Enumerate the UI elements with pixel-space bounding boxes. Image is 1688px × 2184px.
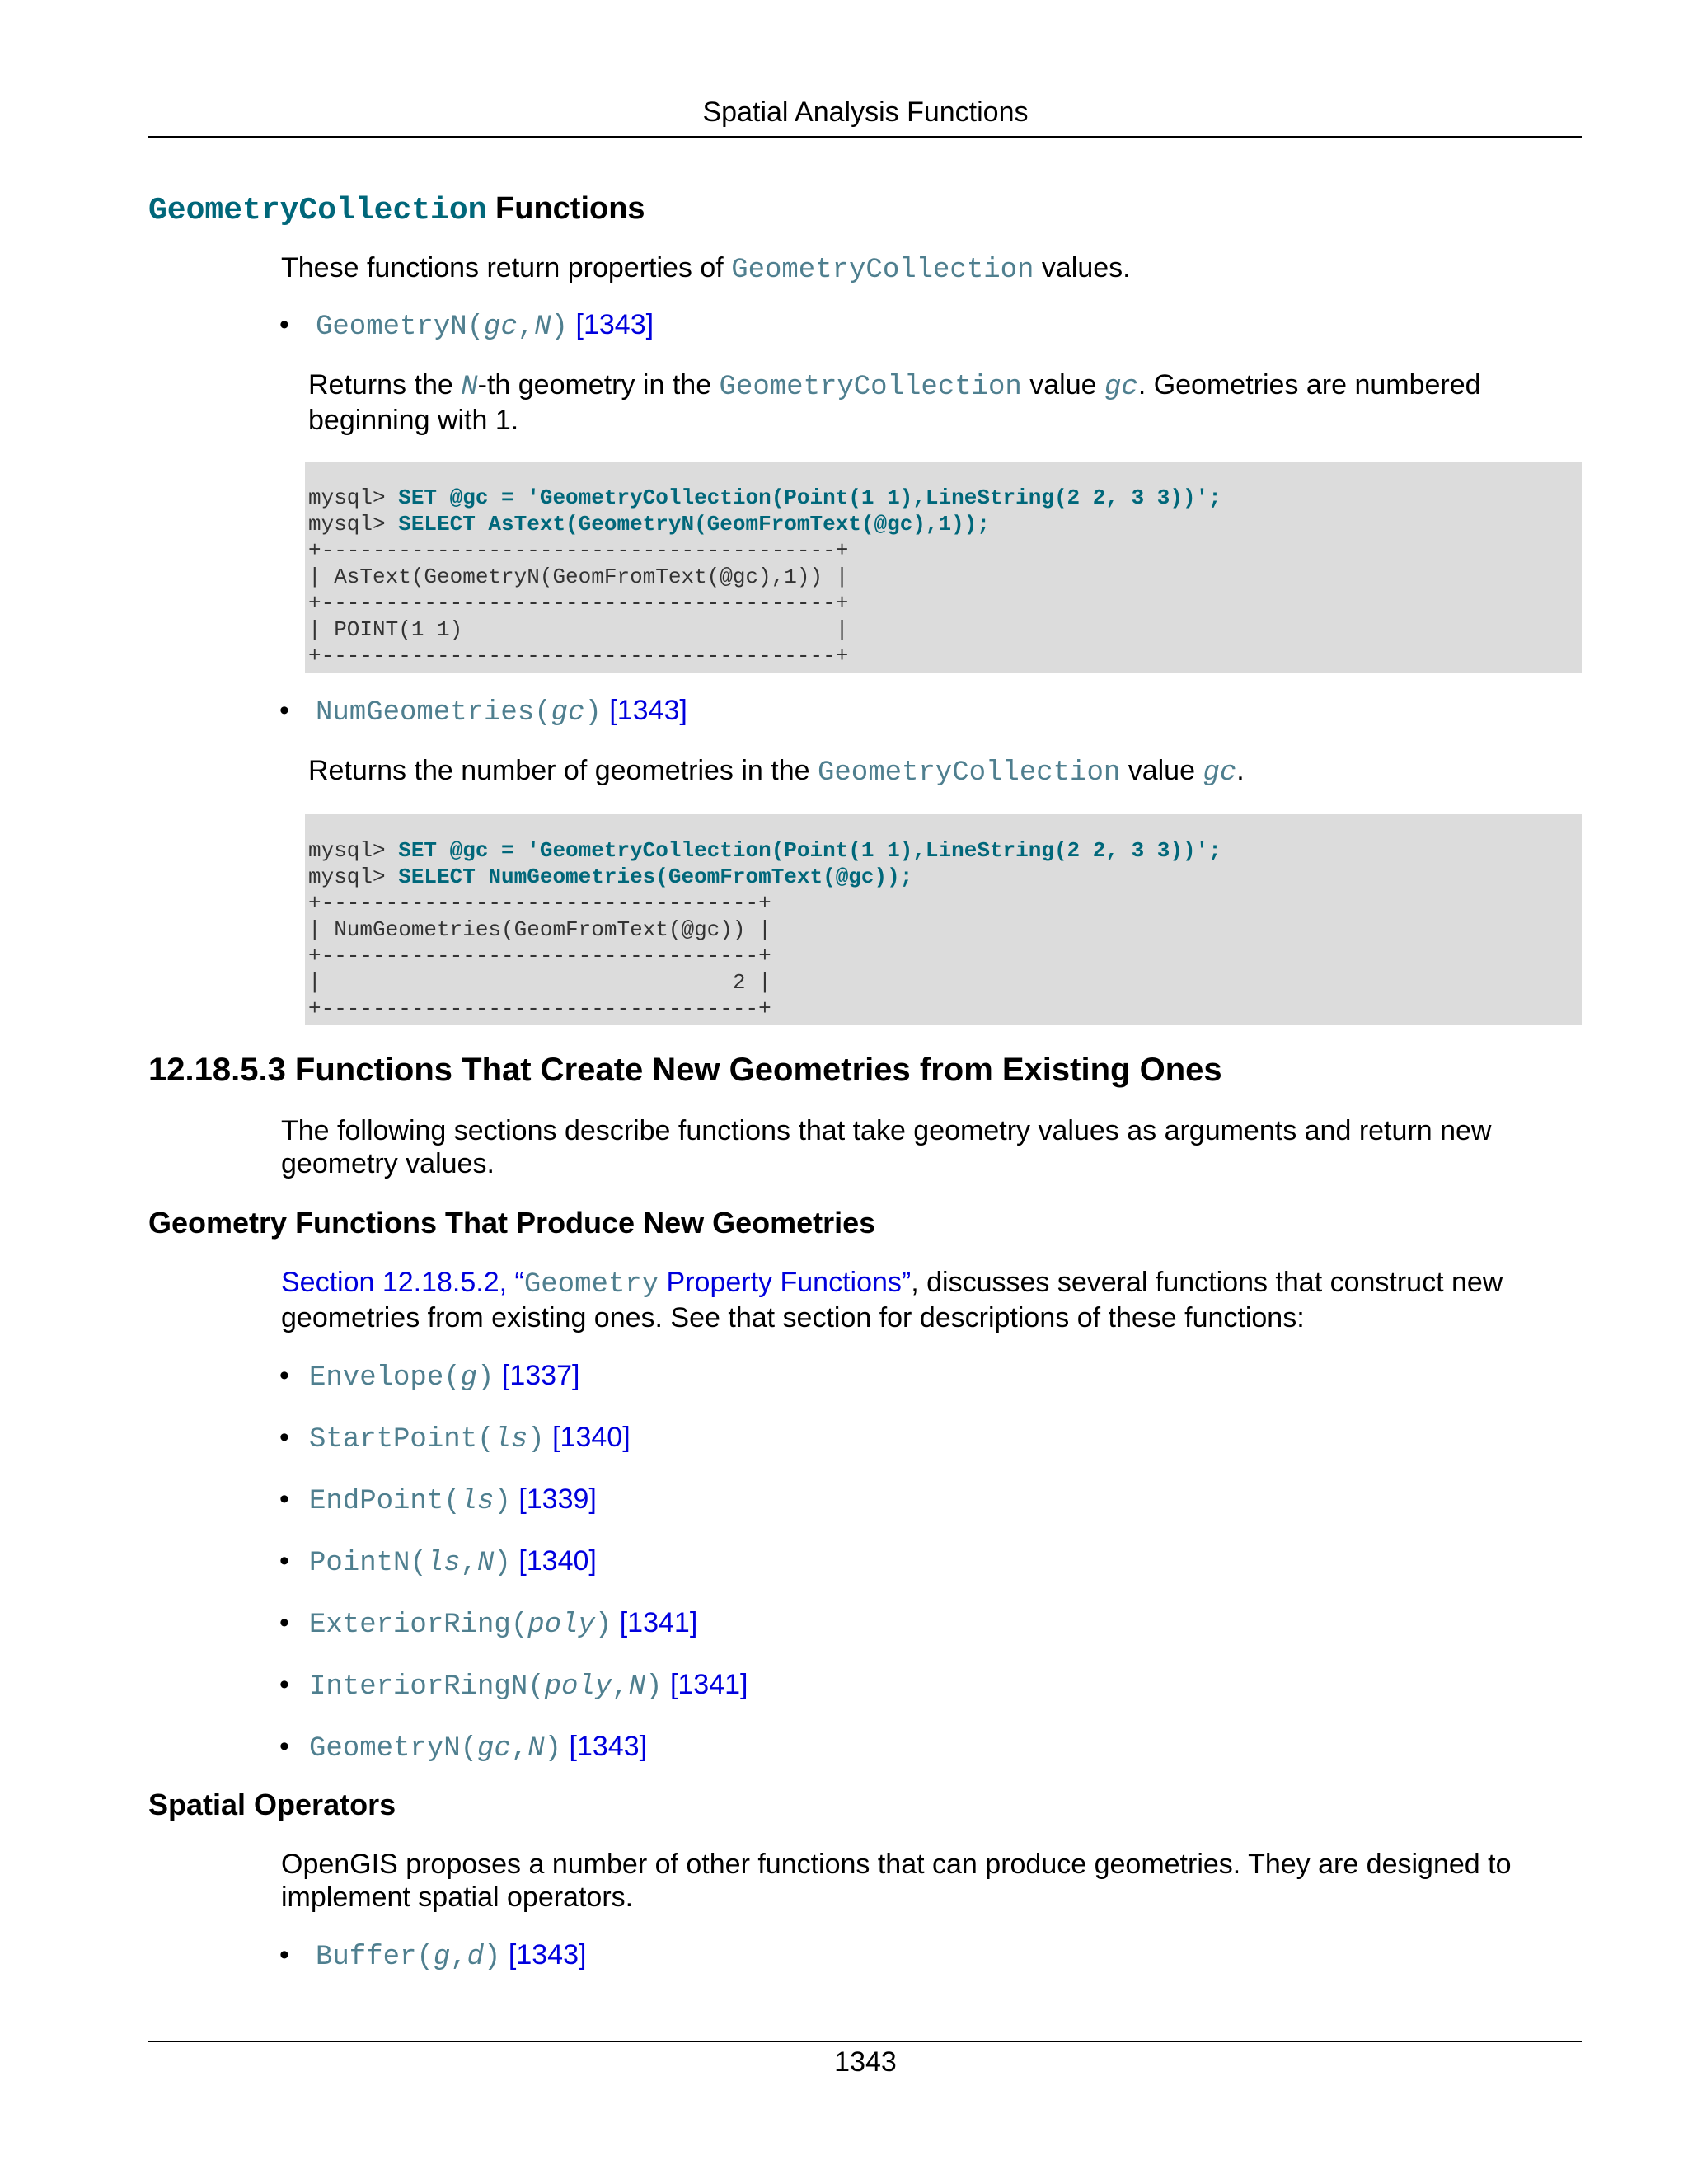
bullet: • <box>279 1731 289 1762</box>
code-line <box>308 537 1582 564</box>
code-prompt: mysql> <box>308 485 399 510</box>
function-close: ) <box>584 697 602 729</box>
function-name: StartPoint( <box>309 1424 495 1455</box>
function-name: InteriorRingN( <box>309 1671 545 1703</box>
bullet: • <box>279 1669 289 1700</box>
function-arg: N <box>528 1733 545 1765</box>
code-line <box>308 511 1582 537</box>
list-item-text <box>309 1544 1582 1580</box>
page-number: 1343 <box>834 2046 897 2078</box>
code-command: SELECT NumGeometries(GeomFromText(@gc)); <box>398 865 913 889</box>
code-output: | NumGeometries(GeomFromText(@gc)) | <box>308 917 771 942</box>
code-command: SELECT AsText(GeometryN(GeomFromText(@gc),1)); <box>398 512 990 537</box>
list-item <box>281 1938 1582 1974</box>
function-name: ExteriorRing( <box>309 1610 528 1641</box>
function-arg: gc <box>484 312 518 343</box>
link-pre: Section 12.18.5.2, “ <box>281 1267 524 1298</box>
code-line <box>308 969 1582 996</box>
function-arg: ls <box>494 1424 528 1455</box>
subsection-title-spatial-operators: Spatial Operators <box>148 1788 396 1821</box>
list-item-text <box>309 1730 1582 1765</box>
function-signature <box>309 1483 597 1515</box>
code-prompt: mysql> <box>308 865 399 889</box>
code-output: +----------------------------------+ <box>308 891 771 916</box>
bullet: • <box>279 1360 289 1391</box>
page-ref-link[interactable]: [1340] <box>552 1422 631 1453</box>
function-name: GeometryN( <box>309 1733 478 1765</box>
function-signature <box>309 1669 748 1703</box>
section-title-text: Functions <box>486 191 645 226</box>
function-arg: gc <box>477 1733 511 1765</box>
page-ref-link[interactable]: [1341] <box>669 1669 748 1700</box>
new-geometries-intro: The following sections describe functions that take geometry values as arguments and return new geometry values. <box>281 1115 1492 1179</box>
list-item <box>281 1544 1582 1580</box>
code-line <box>308 590 1582 616</box>
desc-var: N <box>461 372 478 403</box>
code-output: | AsText(GeometryN(GeomFromText(@gc),1)) | <box>308 565 849 589</box>
desc-text: Returns the number of geometries in the <box>308 755 818 786</box>
arg-separator: , <box>612 1671 629 1703</box>
gc-intro-code: GeometryCollection <box>731 255 1034 286</box>
page-ref-link[interactable]: [1343] <box>569 1731 648 1762</box>
bullet: • <box>279 1422 289 1453</box>
code-line <box>308 864 1582 890</box>
function-signature <box>316 1939 586 1971</box>
function-arg: poly <box>528 1610 595 1641</box>
list-item-text <box>309 1421 1582 1456</box>
list-item <box>281 1668 1582 1704</box>
function-close: ) <box>645 1671 663 1703</box>
code-output: +----------------------------------+ <box>308 996 771 1021</box>
gc-intro-pre: These functions return properties of <box>281 252 732 284</box>
list-item-text <box>316 1938 1582 1974</box>
function-arg: poly <box>544 1671 612 1703</box>
function-arg: N <box>477 1548 495 1579</box>
list-item <box>281 1730 1582 1765</box>
code-example <box>305 814 1582 1025</box>
code-output: +----------------------------------------+ <box>308 538 849 563</box>
list-item-text <box>309 1668 1582 1704</box>
page-ref-link[interactable]: [1339] <box>518 1483 597 1515</box>
page-ref-link[interactable]: [1343] <box>508 1939 587 1971</box>
function-description <box>308 368 1528 437</box>
desc-code: GeometryCollection <box>719 372 1022 403</box>
function-signature <box>316 309 654 343</box>
function-name: GeometryN( <box>316 312 485 343</box>
gc-intro-post: values. <box>1034 252 1131 284</box>
code-command: SET @gc = 'GeometryCollection(Point(1 1),LineString(2 2, 3 3))'; <box>398 838 1221 863</box>
function-signature <box>309 1545 597 1577</box>
list-item-text <box>309 1359 1582 1394</box>
arg-separator: , <box>517 312 535 343</box>
function-link-startpoint[interactable] <box>309 1424 545 1455</box>
arg-separator: , <box>450 1942 467 1973</box>
produce-function-list <box>148 1359 1582 1765</box>
code-line <box>308 996 1582 1022</box>
function-arg: N <box>628 1671 646 1703</box>
desc-text: . <box>1236 755 1245 786</box>
function-link-endpoint[interactable] <box>309 1486 511 1517</box>
list-item <box>281 1421 1582 1456</box>
list-item <box>281 694 1582 729</box>
code-line <box>308 943 1582 969</box>
function-signature <box>316 695 687 729</box>
function-signature <box>309 1422 631 1453</box>
list-item <box>281 1359 1582 1394</box>
bullet: • <box>279 695 289 726</box>
list-item-text <box>316 694 1582 729</box>
function-close: ) <box>551 312 569 343</box>
code-line <box>308 485 1582 511</box>
page-ref-link[interactable]: [1340] <box>518 1545 597 1577</box>
function-description <box>308 754 1528 790</box>
code-line <box>308 564 1582 590</box>
function-arg: g <box>460 1362 478 1394</box>
code-example <box>305 462 1582 673</box>
function-arg: gc <box>551 697 585 729</box>
page-ref-link[interactable]: [1337] <box>501 1360 580 1391</box>
code-output: +----------------------------------------+ <box>308 644 849 668</box>
function-link-pointn[interactable] <box>309 1548 511 1579</box>
function-link-interiorringn[interactable] <box>309 1671 663 1703</box>
desc-var: gc <box>1203 757 1237 789</box>
function-name: Buffer( <box>316 1942 434 1973</box>
function-name: Envelope( <box>309 1362 461 1394</box>
code-line <box>308 890 1582 916</box>
operator-function-list <box>148 1938 1582 1974</box>
produce-intro-text: , discusses several functions that construct new geometries from existing ones. See that section for descriptions of these functions: <box>281 1267 1503 1333</box>
desc-text: Returns the <box>308 369 462 401</box>
desc-text: value <box>1120 755 1203 786</box>
list-item-text <box>309 1606 1582 1642</box>
code-command: SET @gc = 'GeometryCollection(Point(1 1),LineString(2 2, 3 3))'; <box>398 485 1221 510</box>
function-close: ) <box>477 1362 495 1394</box>
list-item <box>281 1606 1582 1642</box>
function-arg: g <box>433 1942 451 1973</box>
code-output: | 2 | <box>308 970 771 995</box>
desc-text: . Geometries are numbered beginning with 1. <box>308 369 1481 436</box>
spatial-operators-intro: OpenGIS proposes a number of other functions that can produce geometries. They are designed to implement spatial operators. <box>281 1849 1512 1913</box>
function-name: EndPoint( <box>309 1486 461 1517</box>
code-output: +----------------------------------------+ <box>308 591 849 616</box>
desc-text: -th geometry in the <box>477 369 720 401</box>
page-ref-link[interactable]: [1343] <box>609 695 687 726</box>
list-item-text <box>316 308 1582 344</box>
function-close: ) <box>594 1610 612 1641</box>
function-link-geometryn[interactable] <box>316 312 568 343</box>
arg-separator: , <box>510 1733 528 1765</box>
gc-intro <box>281 251 1534 287</box>
page-ref-link[interactable]: [1343] <box>575 309 654 340</box>
code-prompt: mysql> <box>308 838 399 863</box>
desc-code: GeometryCollection <box>818 757 1121 789</box>
function-close: ) <box>494 1548 511 1579</box>
function-signature <box>309 1607 698 1641</box>
bullet: • <box>279 309 289 340</box>
bullet: • <box>279 1545 289 1577</box>
function-name: PointN( <box>309 1548 427 1579</box>
code-line <box>308 616 1582 643</box>
page-ref-link[interactable]: [1341] <box>619 1607 698 1638</box>
function-close: ) <box>494 1486 511 1517</box>
function-close: ) <box>544 1733 562 1765</box>
function-name: NumGeometries( <box>316 697 551 729</box>
subsection-title-produce: Geometry Functions That Produce New Geometries <box>148 1206 876 1240</box>
code-line <box>308 916 1582 943</box>
function-link-buffer[interactable] <box>316 1942 500 1973</box>
page-content <box>148 190 1582 1974</box>
bullet: • <box>279 1607 289 1638</box>
section-title-new-geometries: 12.18.5.3 Functions That Create New Geometries from Existing Ones <box>148 1052 1222 1088</box>
function-close: ) <box>528 1424 545 1455</box>
link-code: Geometry <box>523 1269 659 1301</box>
desc-text: value <box>1021 369 1104 401</box>
bullet: • <box>279 1483 289 1515</box>
function-link-numgeometries[interactable] <box>316 697 602 729</box>
function-signature <box>309 1731 648 1765</box>
bullet: • <box>279 1939 289 1971</box>
link-post: Property Functions” <box>659 1267 912 1298</box>
produce-intro <box>281 1266 1534 1334</box>
function-close: ) <box>484 1942 501 1973</box>
function-link-exteriorring[interactable] <box>309 1610 612 1641</box>
code-line <box>308 643 1582 669</box>
function-arg: ls <box>426 1548 461 1579</box>
code-output: +----------------------------------+ <box>308 944 771 968</box>
function-link-geometryn[interactable] <box>309 1733 561 1765</box>
section-link-geometry-property[interactable] <box>281 1267 912 1301</box>
list-item <box>281 308 1582 344</box>
function-signature <box>309 1360 580 1394</box>
section-title-code: GeometryCollection <box>148 193 487 228</box>
footer-rule <box>148 2041 1582 2042</box>
desc-var: gc <box>1104 372 1138 403</box>
gc-function-list <box>148 308 1582 1025</box>
function-link-envelope[interactable] <box>309 1362 494 1394</box>
header-rule <box>148 136 1582 138</box>
function-arg: d <box>467 1942 485 1973</box>
arg-separator: , <box>460 1548 478 1579</box>
running-header: Spatial Analysis Functions <box>702 96 1029 128</box>
list-item-text <box>309 1483 1582 1518</box>
code-prompt: mysql> <box>308 512 399 537</box>
code-line <box>308 837 1582 864</box>
code-output: | POINT(1 1) | <box>308 617 849 642</box>
function-arg: ls <box>460 1486 495 1517</box>
list-item <box>281 1483 1582 1518</box>
function-arg: N <box>534 312 551 343</box>
section-title-geometrycollection <box>148 190 1582 230</box>
